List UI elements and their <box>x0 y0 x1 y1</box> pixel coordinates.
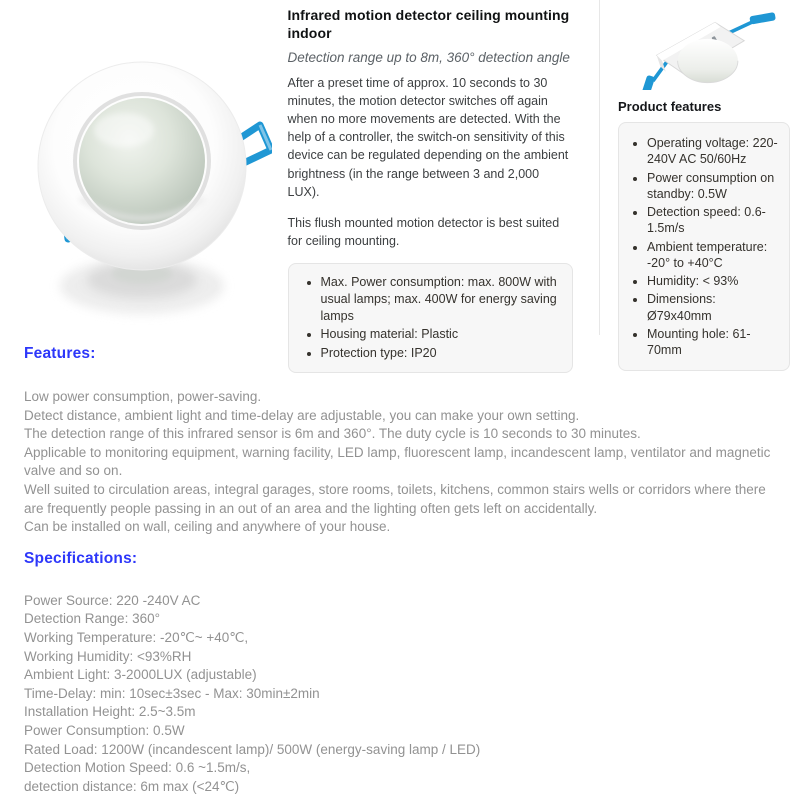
spec-line: Ambient Light: 3-2000LUX (adjustable) <box>24 667 257 683</box>
product-feature-item: • Detection speed: 0.6-1.5m/s <box>647 204 783 237</box>
features-section <box>0 345 800 537</box>
spec-line: Working Humidity: <93%RH <box>24 648 192 664</box>
product-features-column <box>599 0 800 357</box>
product-features-list <box>627 135 783 358</box>
specifications-heading: Specifications: <box>24 549 138 567</box>
product-feature-item: • Ambient temperature: -20° to +40°C <box>647 239 783 272</box>
feature-line: Can be installed on wall, ceiling and anywhere of your house. <box>24 519 391 535</box>
product-description <box>278 0 599 361</box>
highlight-item: • Max. Power consumption: max. 800W with usual lamps; max. 400W for energy saving lamps <box>321 274 560 324</box>
spec-line: Rated Load: 1200W (incandescent lamp)/ 500W (energy-saving lamp / LED) <box>24 741 481 757</box>
product-feature-item: • Power consumption on standby: 0.5W <box>647 170 783 203</box>
spec-line: detection distance: 6m max (<24℃) <box>24 778 240 794</box>
features-heading: Features: <box>24 345 96 362</box>
product-paragraph-2: This flush mounted motion detector is best suited for ceiling mounting. <box>287 215 560 248</box>
product-image-column <box>10 0 278 335</box>
feature-line: Detect distance, ambient light and time-delay are adjustable, you can make your own setting. <box>24 407 580 423</box>
spec-line: Power Source: 220 -240V AC <box>24 592 201 608</box>
product-feature-item: • Dimensions: Ø79x40mm <box>647 291 783 324</box>
top-section <box>0 0 800 361</box>
specifications-section <box>0 550 800 797</box>
spec-line: Working Temperature: -20℃~ +40℃, <box>24 629 249 645</box>
product-feature-item: • Humidity: < 93% <box>647 273 783 289</box>
product-title: Infrared motion detector ceiling mounting indoor <box>287 7 570 42</box>
highlights-box <box>288 263 573 373</box>
spec-line: Time-Delay: min: 10sec±3sec - Max: 30min±2min <box>24 685 320 701</box>
features-text <box>24 388 780 537</box>
product-feature-item: • Operating voltage: 220-240V AC 50/60Hz <box>647 135 783 168</box>
feature-line: Well suited to circulation areas, integral garages, store rooms, toilets, kitchens, common stairs wells or corridors where there are frequently people passing in an out of an area and the lighting often gets left on accidentally. <box>24 481 766 516</box>
feature-line: The detection range of this infrared sensor is 6m and 360°. The duty cycle is 10 seconds to 30 minutes. <box>24 426 641 442</box>
highlight-item: • Protection type: IP20 <box>321 345 560 362</box>
spec-line: Detection Range: 360° <box>24 611 160 627</box>
spec-line: Detection Motion Speed: 0.6 ~1.5m/s, <box>24 760 251 776</box>
product-feature-item: • Mounting hole: 61-70mm <box>647 326 783 359</box>
spec-line: Power Consumption: 0.5W <box>24 722 185 738</box>
highlights-list <box>299 274 560 362</box>
product-paragraph-1: After a preset time of approx. 10 seconds to 30 minutes, the motion detector switches off again when no more movements are detected. With the help of a controller, the switch-on sensitivity of this device can be regulated depending on the ambient brightness (in the range between 3 and 2,000 LUX). <box>287 75 569 199</box>
highlight-item: • Housing material: Plastic <box>321 326 560 343</box>
spec-line: Installation Height: 2.5~3.5m <box>24 704 196 720</box>
motion-detector-thumb-photo <box>620 6 780 90</box>
feature-line: Applicable to monitoring equipment, warning facility, LED lamp, fluorescent lamp, incandescent lamp, ventilator and magnetic valve and so on. <box>24 444 771 479</box>
motion-detector-photo <box>10 8 272 326</box>
feature-line: Low power consumption, power-saving. <box>24 389 262 404</box>
specifications-text <box>24 592 780 797</box>
product-subtitle: Detection range up to 8m, 360° detection angle <box>287 49 570 65</box>
product-features-box <box>618 122 790 371</box>
product-features-heading: Product features <box>618 99 722 114</box>
